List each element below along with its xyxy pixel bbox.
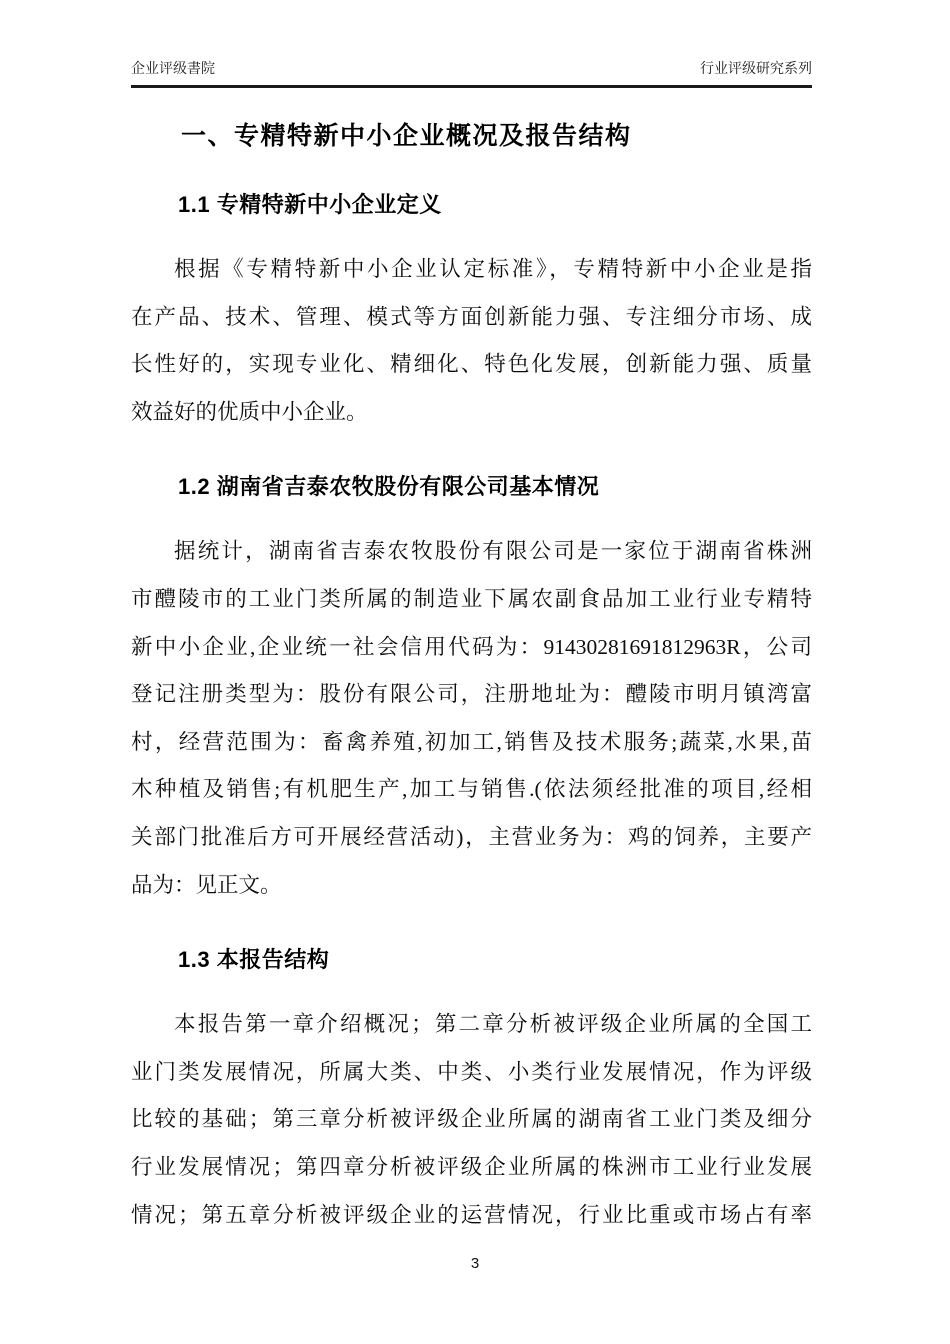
paragraph-line: 根据《专精特新中小企业认定标准》，专精特新中小企业是指 [174,257,812,281]
running-header [131,58,812,88]
paragraph-line: 市醴陵市的工业门类所属的制造业下属农副食品加工业行业专精特 [131,586,812,611]
paragraph-line: 登记注册类型为：股份有限公司，注册地址为：醴陵市明月镇湾富 [131,682,812,707]
header-right-text: 行业评级研究系列 [700,60,812,76]
paragraph-line: 村，经营范围为：畜禽养殖,初加工,销售及技术服务;蔬菜,水果,苗 [131,729,812,754]
paragraph-line: 关部门批准后方可开展经营活动)，主营业务为：鸡的饲养，主要产 [131,824,812,849]
paragraph [131,246,812,436]
section-heading-1-3: 1.3 本报告结构 [178,947,330,973]
paragraph-line: 行业发展情况；第四章分析被评级企业所属的株洲市工业行业发展 [131,1154,812,1179]
paragraph [131,1001,812,1239]
paragraph-line: 木种植及销售;有机肥生产,加工与销售.(依法须经批准的项目,经相 [131,777,812,802]
paragraph-line: 比较的基础；第三章分析被评级企业所属的湖南省工业门类及细分 [131,1107,812,1132]
paragraph-line: 业门类发展情况，所属大类、中类、小类行业发展情况，作为评级 [131,1059,812,1084]
paragraph [131,528,812,909]
paragraph-line: 在产品、技术、管理、模式等方面创新能力强、专注细分市场、成 [131,304,812,329]
section-heading-1-2: 1.2 湖南省吉泰农牧股份有限公司基本情况 [178,474,600,500]
paragraph-line: 效益好的优质中小企业。 [131,399,368,424]
paragraph-line: 据统计，湖南省吉泰农牧股份有限公司是一家位于湖南省株洲 [174,539,812,564]
paragraph-line: 品为：见正文。 [131,872,282,897]
paragraph-line: 情况；第五章分析被评级企业的运营情况，行业比重或市场占有率 [131,1202,812,1227]
paragraph-line: 本报告第一章介绍概况；第二章分析被评级企业所属的全国工 [174,1012,812,1037]
header-left-text: 企业评级書院 [131,60,215,76]
section-heading-1-1: 1.1 专精特新中小企业定义 [178,192,442,217]
page-number: 3 [470,1255,480,1272]
paragraph-line: 新中小企业,企业统一社会信用代码为：91430281691812963R，公司 [131,634,812,659]
paragraph-line: 长性好的，实现专业化、精细化、特色化发展，创新能力强、质量 [131,352,812,377]
chapter-title: 一、专精特新中小企业概况及报告结构 [181,122,632,150]
